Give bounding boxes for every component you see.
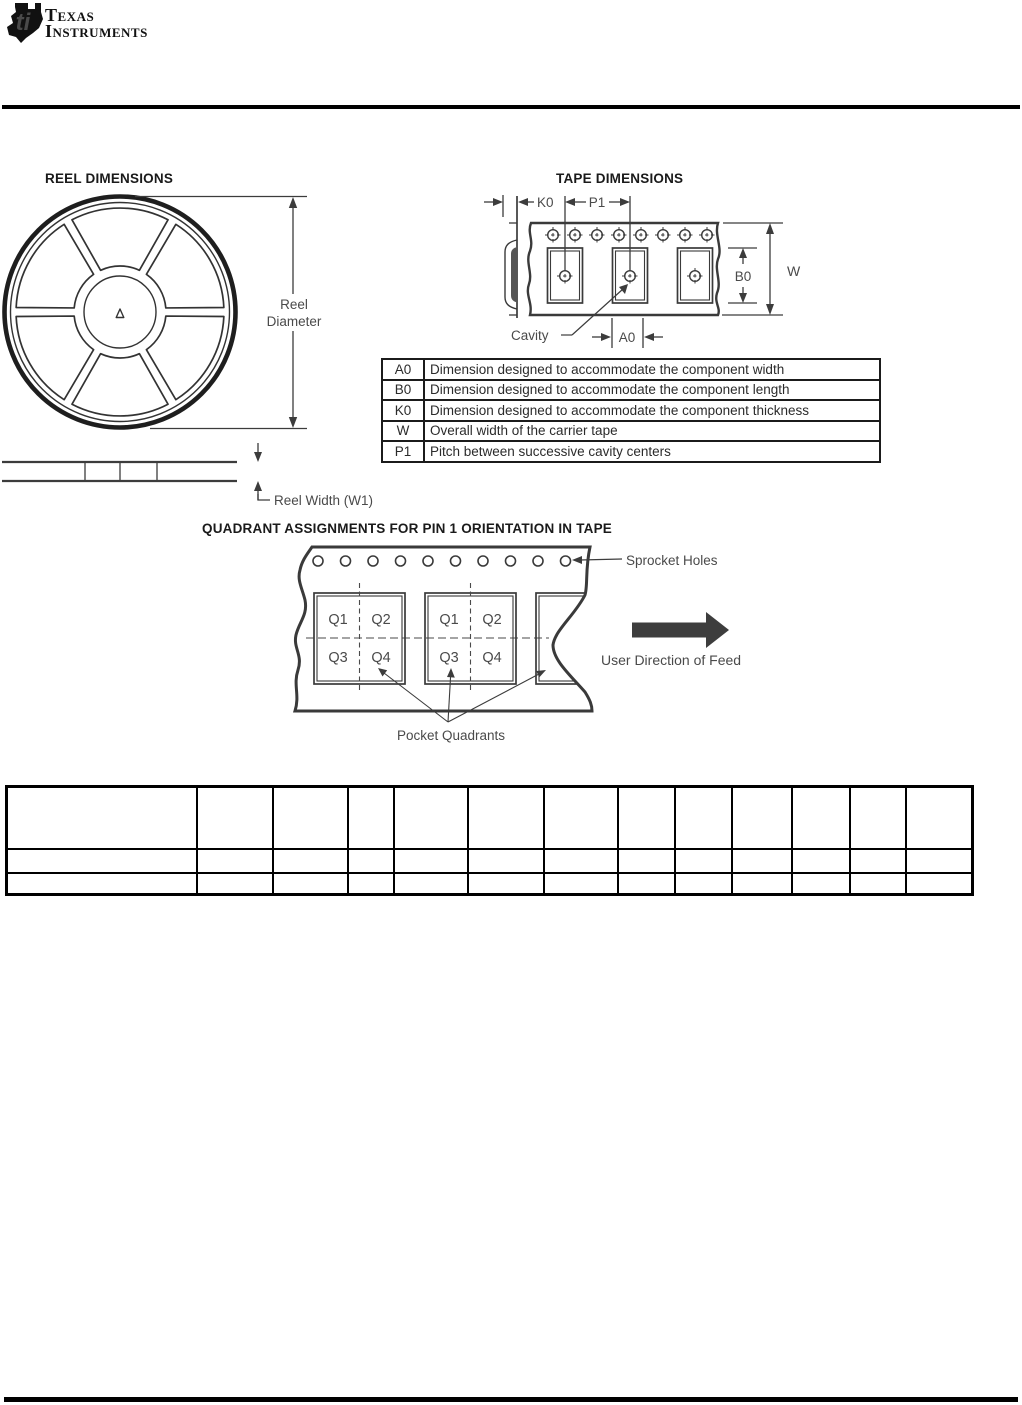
tape-side-profile-icon [505, 196, 517, 318]
spec-cell [348, 873, 394, 895]
tape-figure [470, 188, 830, 353]
pocket2-q1-label: Q1 [439, 612, 459, 628]
pocket2-q3-label: Q3 [439, 650, 459, 666]
spec-cell [544, 849, 618, 873]
p1-label: P1 [588, 195, 606, 210]
dim-symbol: W [382, 421, 424, 442]
cavity-label: Cavity [511, 328, 549, 343]
brand-line2: Instruments [45, 21, 148, 41]
spec-cell [675, 873, 732, 895]
spec-cell [197, 849, 273, 873]
pocket-quadrants-label: Pocket Quadrants [396, 728, 506, 743]
spec-data-row [7, 849, 973, 873]
dim-symbol: A0 [382, 359, 424, 380]
pocket1-q2-label: Q2 [371, 612, 391, 628]
reel-side-view-icon [2, 462, 237, 481]
quadrant-title: QUADRANT ASSIGNMENTS FOR PIN 1 ORIENTATION IN TAPE [202, 521, 613, 536]
spec-cell [468, 873, 544, 895]
spec-cell [273, 849, 348, 873]
spec-cell [7, 787, 197, 849]
quadrant-tape-outline [295, 547, 592, 711]
dim-symbol: K0 [382, 400, 424, 421]
dimension-definitions-table [381, 358, 881, 463]
spec-cell [732, 787, 792, 849]
spec-cell [348, 849, 394, 873]
spec-cell [468, 849, 544, 873]
spec-cell [394, 849, 468, 873]
spec-cell [732, 849, 792, 873]
tape-reel-spec-table [5, 785, 974, 896]
dim-symbol: B0 [382, 380, 424, 401]
spec-header-row [7, 787, 973, 849]
k0-label: K0 [537, 195, 554, 210]
reel-dimensions-title: REEL DIMENSIONS [45, 171, 174, 186]
spec-cell [906, 849, 973, 873]
table-row [382, 421, 880, 442]
spec-cell [618, 873, 675, 895]
reel-width-label: Reel Width (W1) [274, 493, 374, 508]
dim-description: Pitch between successive cavity centers [424, 441, 880, 462]
spec-data-row [7, 873, 973, 895]
dim-description: Dimension designed to accommodate the component length [424, 380, 880, 401]
spec-cell [394, 787, 468, 849]
svg-text:ti: ti [15, 9, 31, 36]
spec-cell [675, 787, 732, 849]
pocket1-q4-label: Q4 [371, 650, 391, 666]
reel-front-view-icon [5, 197, 236, 428]
sprocket-holes-label: Sprocket Holes [626, 553, 718, 568]
reel-figure [0, 160, 420, 520]
spec-cell [618, 787, 675, 849]
table-row [382, 441, 880, 462]
spec-cell [468, 787, 544, 849]
w-label: W [787, 263, 801, 279]
spec-cell [273, 873, 348, 895]
k0-dimension [484, 195, 534, 217]
spec-cell [906, 787, 973, 849]
spec-cell [197, 873, 273, 895]
sprocket-holes-callout-arrow [572, 556, 622, 564]
spec-cell [675, 849, 732, 873]
reel-width-dimension [254, 443, 270, 500]
user-direction-label: User Direction of Feed [601, 652, 742, 668]
header-rule [2, 105, 1020, 109]
table-row [382, 359, 880, 380]
spec-cell [792, 849, 850, 873]
dim-description: Dimension designed to accommodate the component width [424, 359, 880, 380]
a0-label: A0 [618, 330, 636, 345]
ti-logo-icon [5, 2, 43, 44]
spec-cell [273, 787, 348, 849]
footer-rule [4, 1397, 1018, 1402]
spec-cell [7, 873, 197, 895]
quadrant-figure [280, 540, 800, 750]
spec-cell [618, 849, 675, 873]
spec-cell [7, 849, 197, 873]
spec-cell [197, 787, 273, 849]
spec-cell [732, 873, 792, 895]
table-row [382, 400, 880, 421]
feed-direction-arrow-icon [632, 612, 729, 648]
spec-cell [792, 787, 850, 849]
spec-cell [544, 873, 618, 895]
pocket2-q4-label: Q4 [482, 650, 502, 666]
dim-description: Overall width of the carrier tape [424, 421, 880, 442]
spec-cell [348, 787, 394, 849]
pocket1-q1-label: Q1 [328, 612, 348, 628]
pocket2-q2-label: Q2 [482, 612, 502, 628]
tape-dimensions-title: TAPE DIMENSIONS [556, 171, 684, 186]
pocket1-q3-label: Q3 [328, 650, 348, 666]
brand-line1: Texas [45, 5, 95, 25]
table-row [382, 380, 880, 401]
w-dimension [722, 223, 783, 315]
dim-description: Dimension designed to accommodate the component thickness [424, 400, 880, 421]
spec-cell [394, 873, 468, 895]
spec-cell [792, 873, 850, 895]
spec-cell [906, 873, 973, 895]
b0-label: B0 [734, 269, 752, 284]
reel-diameter-label-line2: Diameter [266, 314, 322, 329]
spec-cell [850, 873, 906, 895]
dim-symbol: P1 [382, 441, 424, 462]
spec-cell [850, 787, 906, 849]
spec-cell [850, 849, 906, 873]
reel-diameter-label-line1: Reel [280, 297, 308, 312]
brand-wordmark [45, 7, 148, 39]
spec-cell [544, 787, 618, 849]
